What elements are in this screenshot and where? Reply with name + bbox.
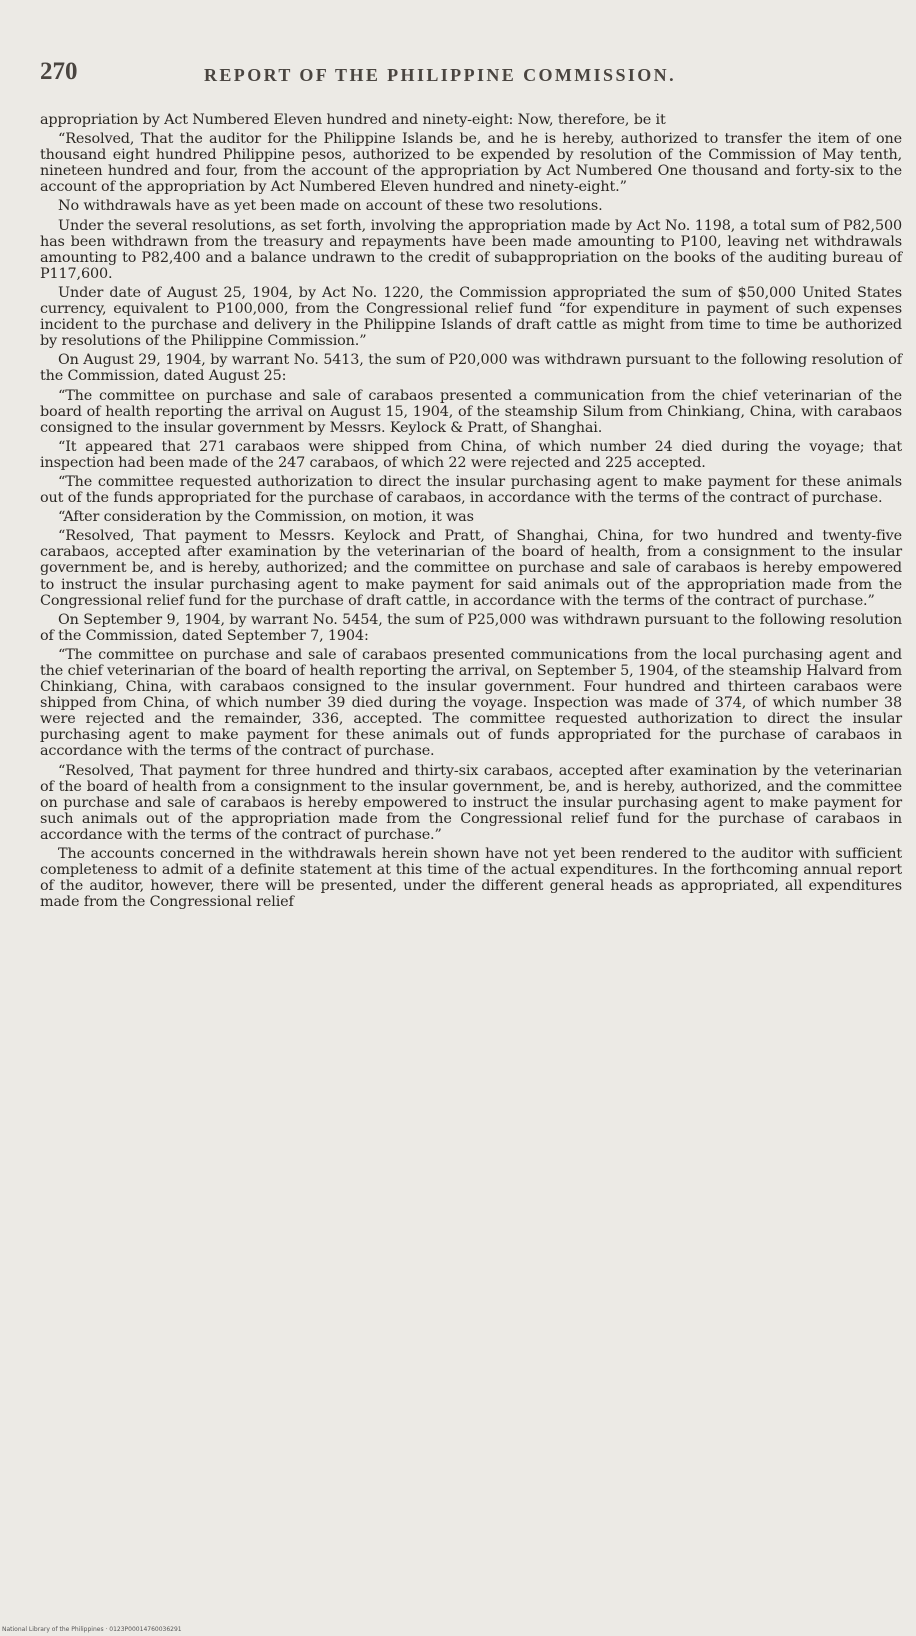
paragraph: The accounts concerned in the withdrawals herein shown have not yet been rendered to the auditor with sufficient completeness to admit of a definite statement at this time of the actual expenditures. In the forthcoming annual report of the auditor, however, there will be presented, under the different general heads as appropriated, all expenditures made from the Congressional relief: [40, 846, 902, 911]
paragraph: “Resolved, That the auditor for the Philippine Islands be, and he is hereby, authorized to transfer the item of one thousand eight hundred Philippine pesos, authorized to be expended by resolution of the Commission of May tenth, nineteen hundred and four, from the account of the appropriation by Act Numbered One thousand and forty-six to the account of the appropriation by Act Numbered Eleven hundred and ninety-eight.”: [40, 131, 902, 196]
paragraph: “Resolved, That payment to Messrs. Keylock and Pratt, of Shanghai, China, for two hundred and twenty-five carabaos, accepted after examination by the veterinarian of the board of health, from a consignment to the insular government be, and is hereby, authorized; and the committee on purchase and sale of carabaos is hereby empowered to instruct the insular purchasing agent to make payment for said animals out of the appropriation made from the Congressional relief fund for the purchase of draft cattle, in accordance with the terms of the contract of purchase.”: [40, 528, 902, 609]
paragraph: “Resolved, That payment for three hundred and thirty-six carabaos, accepted after examination by the veterinarian of the board of health from a consignment to the insular government, be, and is hereby, authorized, and the committee on purchase and sale of carabaos is hereby empowered to instruct the insular purchasing agent to make payment for such animals out of the appropriation made from the Congressional relief fund for the purchase of carabaos in accordance with the terms of the contract of purchase.”: [40, 762, 902, 843]
paragraph: Under the several resolutions, as set forth, involving the appropriation made by Act No. 1198, a total sum of P82,500 has been withdrawn from the treasury and repayments have been made amounting to P100, leaving net withdrawals amounting to P82,400 and a balance undrawn to the credit of subappropriation on the books of the auditing bureau of P117,600.: [40, 217, 902, 282]
paragraph: Under date of August 25, 1904, by Act No. 1220, the Commission appropriated the sum of $50,000 United States currency, equivalent to P100,000, from the Congressional relief fund “for expenditure in payment of such expenses incident to the purchase and delivery in the Philippine Islands of draft cattle as might from time to time be authorized by resolutions of the Philippine Commission.”: [40, 284, 902, 350]
paragraph: On August 29, 1904, by warrant No. 5413, the sum of P20,000 was withdrawn pursuant to the following resolution of the Commission, dated August 25:: [40, 352, 902, 385]
paragraph: “The committee requested authorization to direct the insular purchasing agent to make payment for these animals out of the funds appropriated for the purchase of carabaos, in accordance with the terms of the contract of purchase.: [40, 473, 902, 507]
paragraph: “The committee on purchase and sale of carabaos presented communications from the local purchasing agent and the chief veterinarian of the board of health reporting the arrival, on September 5, 1904, of the steamship Halvard from Chinkiang, China, with carabaos consigned to the insular government. Four hundred and thirteen carabaos were shipped from China, of which number 39 died during the voyage. Inspection was made of 374, of which number 38 were rejected and the remainder, 336, accepted. The committee requested authorization to direct the insular purchasing agent to make payment for these animals out of funds appropriated for the purchase of carabaos in accordance with the terms of the contract of purchase.: [40, 646, 902, 760]
page-header: [40, 58, 900, 88]
running-title: REPORT OF THE PHILIPPINE COMMISSION.: [204, 65, 676, 85]
paragraph: appropriation by Act Numbered Eleven hundred and ninety-eight: Now, therefore, be it: [40, 112, 666, 128]
paragraph: On September 9, 1904, by warrant No. 5454, the sum of P25,000 was withdrawn pursuant to the following resolution of the Commission, dated September 7, 1904:: [40, 611, 902, 644]
paragraph: “It appeared that 271 carabaos were shipped from China, of which number 24 died during the voyage; that inspection had been made of the 247 carabaos, of which 22 were rejected and 225 accepted.: [40, 438, 902, 471]
scan-footer: National Library of the Philippines · 0123P00014760036291: [2, 1626, 182, 1633]
page-number: 270: [40, 58, 78, 85]
paragraph: “The committee on purchase and sale of carabaos presented a communication from the chief veterinarian of the board of health reporting the arrival on August 15, 1904, of the steamship Silum from Chinkiang, China, with carabaos consigned to the insular government by Messrs. Keylock & Pratt, of Shanghai.: [40, 387, 902, 436]
paragraph: No withdrawals have as yet been made on account of these two resolutions.: [58, 198, 603, 215]
body-text: [40, 112, 902, 913]
paragraph: “After consideration by the Commission, on motion, it was: [58, 509, 474, 526]
